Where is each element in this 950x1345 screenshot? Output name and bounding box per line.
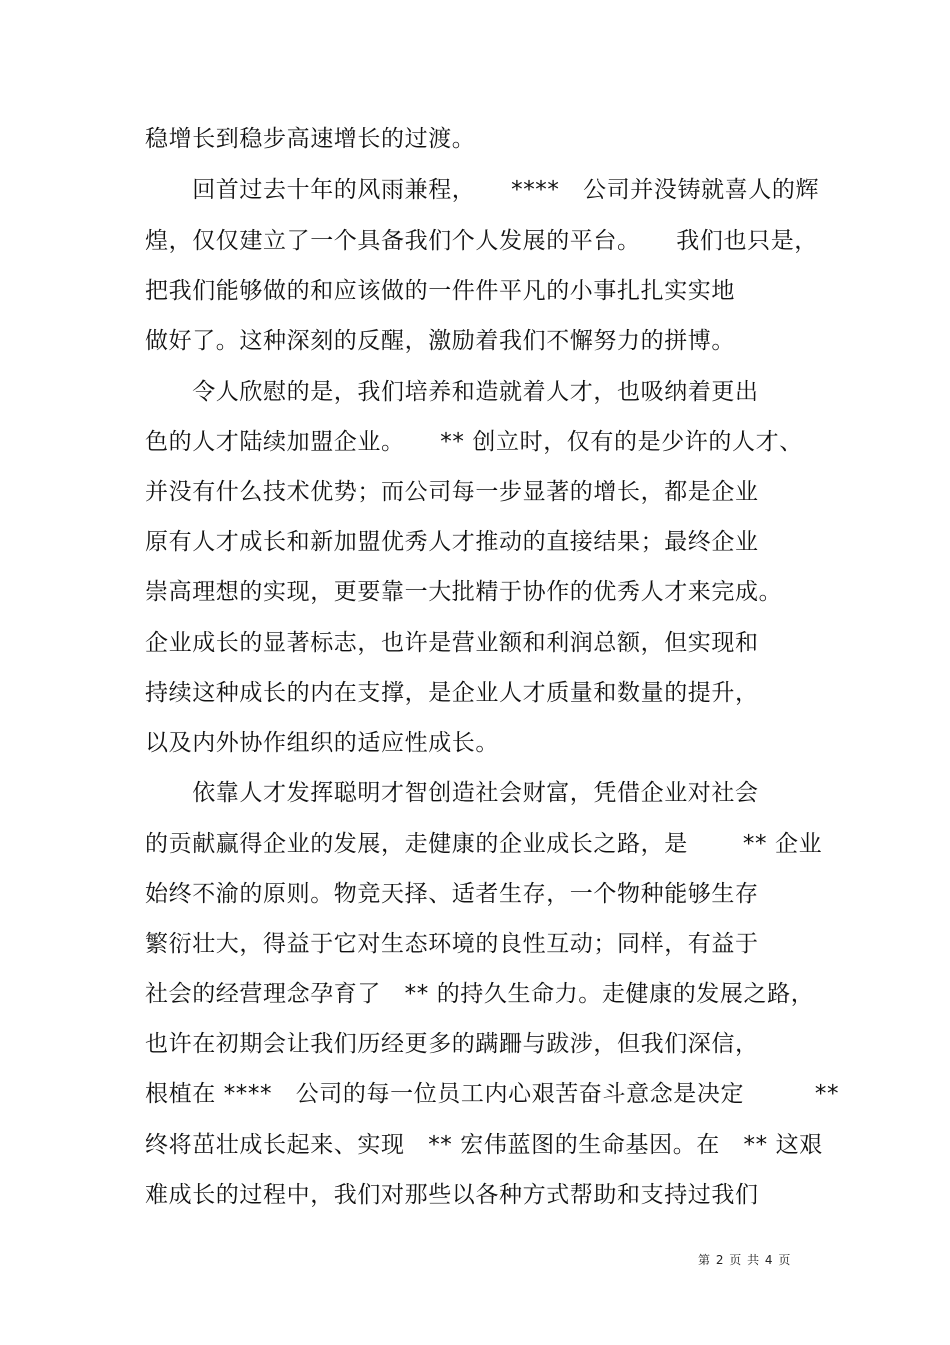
text-line: 做好了。这种深刻的反醒，激励着我们不懈努力的拼博。 — [145, 328, 735, 354]
text-line: 崇高理想的实现，更要靠一大批精于协作的优秀人才来完成。 — [145, 579, 783, 605]
text-line: 回首过去十年的风雨兼程， **** 公司并没铸就喜人的辉 — [145, 177, 820, 203]
text-line: 的贡献赢得企业的发展，走健康的企业成长之路，是 ** 企业 — [145, 831, 823, 857]
text-line: 原有人才成长和新加盟优秀人才推动的直接结果；最终企业 — [145, 529, 759, 555]
text-line: 始终不渝的原则。物竞天择、适者生存，一个物种能够生存 — [145, 881, 759, 907]
text-line: 色的人才陆续加盟企业。 ** 创立时，仅有的是少许的人才、 — [145, 429, 803, 455]
text-line: 以及内外协作组织的适应性成长。 — [145, 730, 499, 756]
text-line: 稳增长到稳步高速增长的过渡。 — [145, 126, 476, 152]
page-number: 第 2 页 共 4 页 — [698, 1253, 792, 1267]
text-line: 持续这种成长的内在支撑，是企业人才质量和数量的提升， — [145, 680, 759, 706]
text-line: 社会的经营理念孕育了 ** 的持久生命力。走健康的发展之路， — [145, 981, 815, 1007]
text-line: 难成长的过程中，我们对那些以各种方式帮助和支持过我们 — [145, 1182, 759, 1208]
text-line: 繁衍壮大，得益于它对生态环境的良性互动；同样，有益于 — [145, 931, 759, 957]
text-line: 根植在 **** 公司的每一位员工内心艰苦奋斗意念是决定 ** — [145, 1081, 840, 1107]
text-line: 把我们能够做的和应该做的一件件平凡的小事扎扎实实地 — [145, 278, 735, 304]
text-line: 并没有什么技术优势；而公司每一步显著的增长，都是企业 — [145, 479, 759, 505]
text-line: 煌，仅仅建立了一个具备我们个人发展的平台。 我们也只是， — [145, 228, 818, 254]
text-line: 依靠人才发挥聪明才智创造社会财富，凭借企业对社会 — [145, 780, 759, 806]
text-line: 也许在初期会让我们历经更多的蹒跚与跋涉，但我们深信， — [145, 1031, 759, 1057]
text-line: 企业成长的显著标志，也许是营业额和利润总额，但实现和 — [145, 630, 759, 656]
text-line: 终将茁壮成长起来、实现 ** 宏伟蓝图的生命基因。在 ** 这艰 — [145, 1132, 823, 1158]
text-line: 令人欣慰的是，我们培养和造就着人才，也吸纳着更出 — [145, 379, 759, 405]
